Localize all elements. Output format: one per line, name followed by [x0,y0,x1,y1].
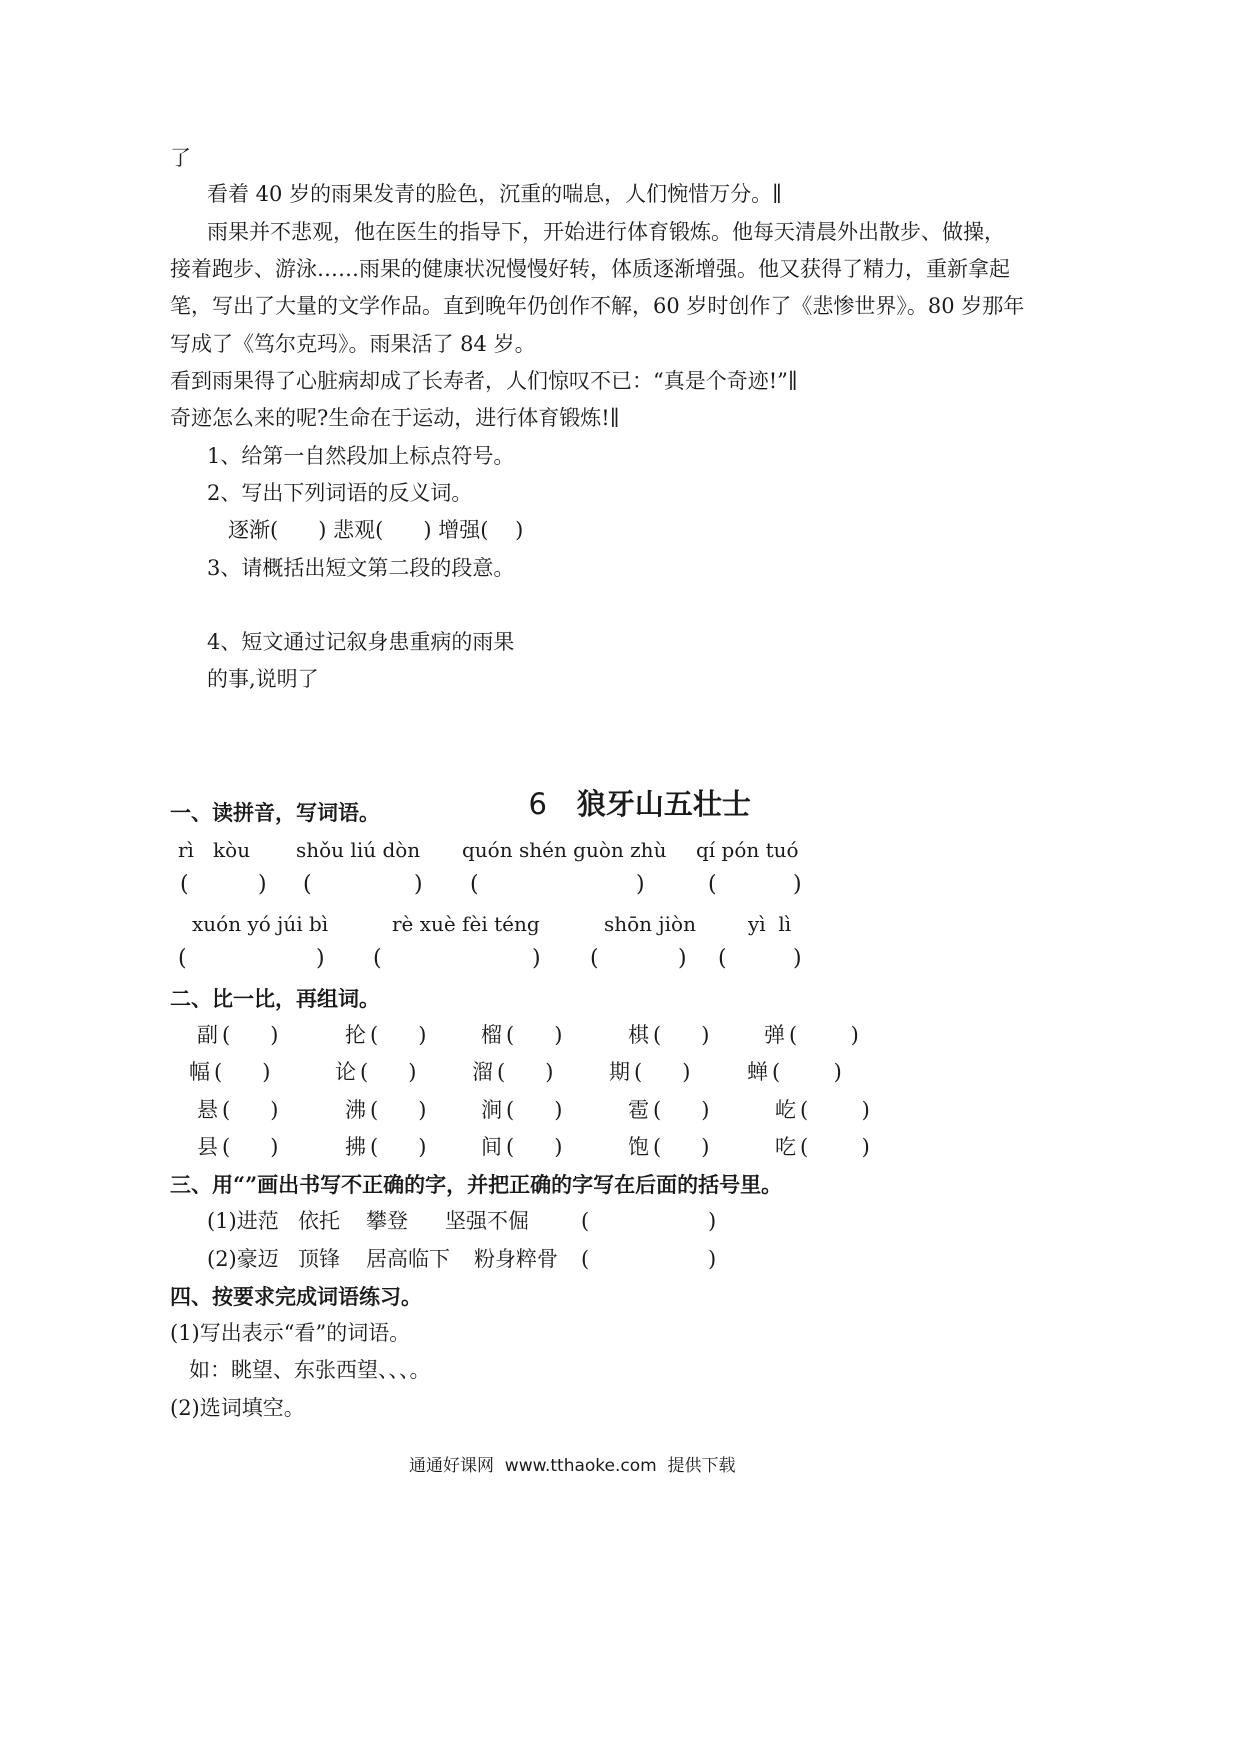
compare-char: 拂 [345,1135,366,1159]
answer-blank[interactable]: ( ) [222,1098,279,1122]
answer-blank[interactable]: ( ) [506,1023,563,1047]
pinyin-item: xuón yó júi bì [192,912,329,936]
question-1: 1、给第一自然段加上标点符号。 [207,444,515,468]
compare-char: 溜 [472,1060,493,1084]
answer-blank[interactable]: ( ) [497,1060,554,1084]
answer-blank[interactable]: ( [718,946,727,971]
compare-char: 沸 [345,1098,366,1122]
page-footer: 通通好课网 www.tthaoke.com 提供下载 [409,1456,736,1476]
answer-blank[interactable]: ( ) [772,1060,842,1084]
word-item: 坚强不倔 [445,1209,529,1233]
answer-blank[interactable]: ( ) [789,1023,859,1047]
passage-line: 奇迹怎么来的呢?生命在于运动，进行体育锻炼!∥ [170,406,620,430]
compare-char: 县 [197,1135,218,1159]
word-item: (2)豪迈 [207,1247,279,1271]
answer-blank[interactable]: ) [708,1247,717,1271]
section-4-example: 如：眺望、东张西望、、、。 [189,1358,431,1382]
word-item: 粉身粹骨 [474,1247,558,1271]
answer-blank[interactable]: ( ) [222,1023,279,1047]
compare-char: 抡 [345,1023,366,1047]
passage-line: 看着 40 岁的雨果发青的脸色，沉重的喘息，人们惋惜万分。∥ [207,182,782,206]
passage-line: 写成了《笃尔克玛》。雨果活了 84 岁。 [170,332,536,356]
pinyin-item: yì lì [748,912,792,936]
answer-blank[interactable]: ( [373,946,382,971]
answer-blank[interactable]: ( ) [634,1060,691,1084]
word-item: (1)进范 [207,1209,279,1233]
passage-line: 雨果并不悲观，他在医生的指导下，开始进行体育锻炼。他每天清晨外出散步、做操， [207,220,1005,244]
section-4-q2: (2)选词填空。 [170,1396,305,1420]
compare-char: 幅 [189,1060,210,1084]
pinyin-item: shǒu liú dòn [296,838,421,862]
answer-blank[interactable]: ) [793,946,802,971]
compare-char: 涧 [481,1098,502,1122]
lesson-number: 6 [528,787,547,821]
answer-blank[interactable]: ) [708,1209,717,1233]
answer-blank[interactable]: ( ) [506,1135,563,1159]
answer-blank[interactable]: ( [180,872,189,897]
answer-blank[interactable]: ( ) [653,1023,710,1047]
passage-line: 看到雨果得了心脏病却成了长寿者，人们惊叹不已：“真是个奇迹!”∥ [170,369,798,393]
answer-blank[interactable]: ) [793,872,802,897]
compare-char: 棋 [628,1023,649,1047]
answer-blank[interactable]: ) [414,872,423,897]
compare-char: 论 [335,1060,356,1084]
answer-blank[interactable]: ( [470,872,479,897]
question-2: 2、写出下列词语的反义词。 [207,481,473,505]
section-3-heading: 三、用“”画出书写不正确的字，并把正确的字写在后面的括号里。 [170,1172,783,1197]
answer-blank[interactable]: ( [590,946,599,971]
section-4-heading: 四、按要求完成词语练习。 [170,1284,422,1309]
answer-blank[interactable]: ( ) [800,1098,870,1122]
compare-char: 屹 [775,1098,796,1122]
pinyin-item: quón shén guòn zhù [462,838,667,862]
question-4-cont: 的事,说明了 [207,667,319,691]
pinyin-item: rì kòu [178,838,251,862]
question-2-antonyms: 逐渐( ) 悲观( ) 增强( ) [228,518,524,542]
word-item: 攀登 [366,1209,408,1233]
answer-blank[interactable]: ( [178,946,187,971]
section-1-heading: 一、读拼音，写词语。 [170,800,380,825]
compare-char: 弹 [764,1023,785,1047]
pinyin-item: qí pón tuó [696,838,799,862]
section-2-heading: 二、比一比，再组词。 [170,986,380,1011]
passage-line: 笔，写出了大量的文学作品。直到晚年仍创作不解，60 岁时创作了《悲惨世界》。80 岁那年 [170,294,1025,318]
passage-line: 接着跑步、游泳……雨果的健康状况慢慢好转，体质逐渐增强。他又获得了精力，重新拿起 [170,257,1010,281]
answer-blank[interactable]: ( ) [360,1060,417,1084]
answer-blank[interactable]: ( ) [370,1023,427,1047]
lesson-title-text: 狼牙山五壮士 [576,787,751,821]
compare-char: 副 [197,1023,218,1047]
answer-blank[interactable]: ) [532,946,541,971]
answer-blank[interactable]: ( ) [506,1098,563,1122]
answer-blank[interactable]: ( [708,872,717,897]
answer-blank[interactable]: ( [581,1247,590,1271]
answer-blank[interactable]: ( ) [653,1135,710,1159]
answer-blank[interactable]: ) [258,872,267,897]
compare-char: 饱 [628,1135,649,1159]
compare-char: 吃 [775,1135,796,1159]
answer-blank[interactable]: ) [636,872,645,897]
compare-char: 蝉 [747,1060,768,1084]
answer-blank[interactable]: ( ) [370,1098,427,1122]
pinyin-item: shōn jiòn [604,912,696,936]
compare-char: 悬 [197,1098,218,1122]
answer-blank[interactable]: ( [303,872,312,897]
answer-blank[interactable]: ( ) [653,1098,710,1122]
answer-blank[interactable]: ) [316,946,325,971]
question-3: 3、请概括出短文第二段的段意。 [207,556,515,580]
pinyin-item: rè xuè fèi téng [392,912,540,936]
answer-blank[interactable]: ( ) [214,1060,271,1084]
word-item: 依托 [298,1209,340,1233]
word-item: 顶锋 [298,1247,340,1271]
compare-char: 间 [481,1135,502,1159]
section-4-q1: (1)写出表示“看”的词语。 [170,1321,411,1345]
answer-blank[interactable]: ( ) [370,1135,427,1159]
answer-blank[interactable]: ( ) [800,1135,870,1159]
compare-char: 榴 [481,1023,502,1047]
question-4: 4、短文通过记叙身患重病的雨果 [207,630,515,654]
compare-char: 雹 [628,1098,649,1122]
answer-blank[interactable]: ) [678,946,687,971]
word-item: 居高临下 [366,1247,450,1271]
passage-line: 了 [170,146,191,170]
answer-blank[interactable]: ( ) [222,1135,279,1159]
lesson-title [510,761,751,819]
compare-char: 期 [609,1060,630,1084]
answer-blank[interactable]: ( [581,1209,590,1233]
